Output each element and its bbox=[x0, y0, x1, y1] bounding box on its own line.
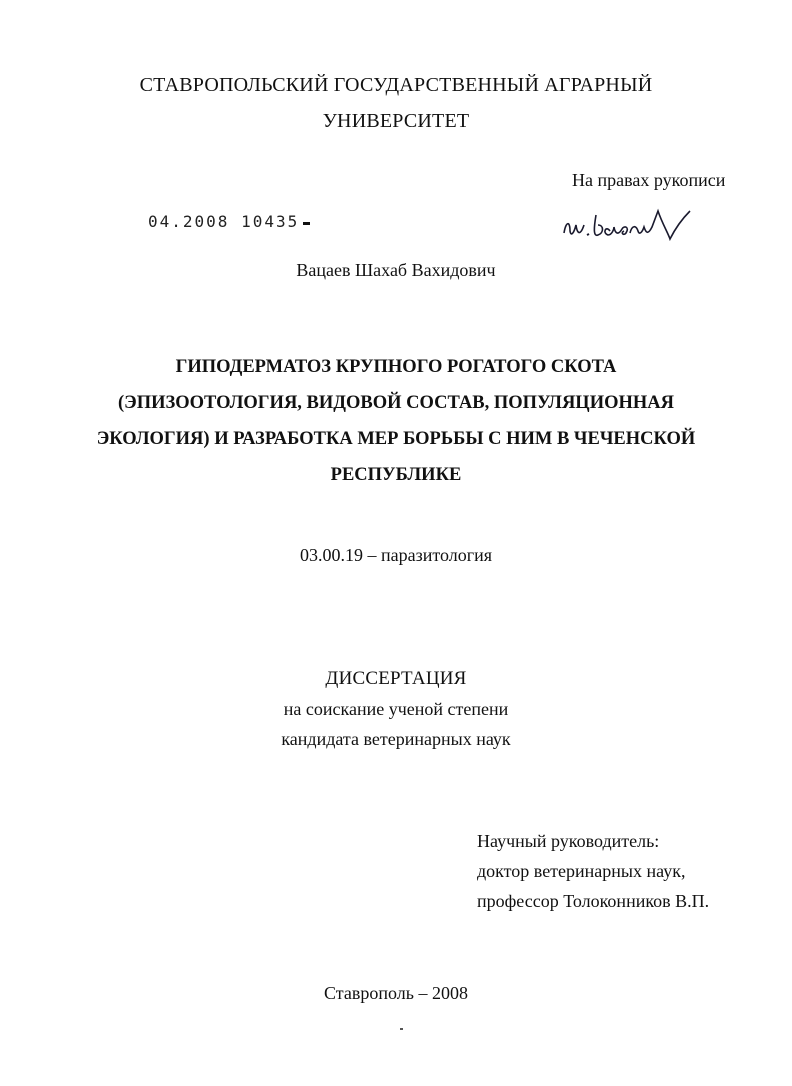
supervisor-degree: доктор ветеринарных наук, bbox=[477, 861, 686, 881]
archive-stamp bbox=[148, 212, 310, 232]
degree-line-2: кандидата ветеринарных наук bbox=[281, 729, 511, 749]
title-line-4: РЕСПУБЛИКЕ bbox=[330, 465, 462, 485]
university-name bbox=[0, 70, 792, 136]
degree-line-1: на соискание ученой степени bbox=[283, 699, 509, 719]
title-line-1: ГИПОДЕРМАТОЗ КРУПНОГО РОГАТОГО СКОТА bbox=[175, 357, 617, 377]
manuscript-note: На правах рукописи bbox=[572, 170, 726, 190]
signature-icon bbox=[560, 203, 695, 248]
university-line-1: СТАВРОПОЛЬСКИЙ ГОСУДАРСТВЕННЫЙ АГРАРНЫЙ bbox=[139, 74, 653, 96]
title-line-3: ЭКОЛОГИЯ) И РАЗРАБОТКА МЕР БОРЬБЫ С НИМ В ЧЕЧЕНСКОЙ bbox=[96, 429, 696, 449]
dissertation-block bbox=[0, 666, 792, 752]
title-line-2: (ЭПИЗООТОЛОГИЯ, ВИДОВОЙ СОСТАВ, ПОПУЛЯЦИОННАЯ bbox=[118, 393, 674, 413]
author-name: Вацаев Шахаб Вахидович bbox=[296, 260, 496, 280]
specialty-code: 03.00.19 – паразитология bbox=[299, 545, 493, 565]
dissertation-title bbox=[0, 349, 792, 493]
dissertation-heading: ДИССЕРТАЦИЯ bbox=[325, 668, 467, 689]
supervisor-block bbox=[477, 826, 709, 916]
university-line-2: УНИВЕРСИТЕТ bbox=[322, 110, 470, 132]
signature bbox=[560, 203, 695, 248]
supervisor-name: профессор Толоконников В.П. bbox=[477, 891, 710, 911]
supervisor-label: Научный руководитель: bbox=[477, 831, 660, 851]
scan-speck bbox=[400, 1028, 403, 1030]
place-year: Ставрополь – 2008 bbox=[324, 983, 468, 1003]
stamp-number: 04.2008 10435 bbox=[148, 212, 300, 231]
stamp-dash bbox=[303, 222, 310, 225]
